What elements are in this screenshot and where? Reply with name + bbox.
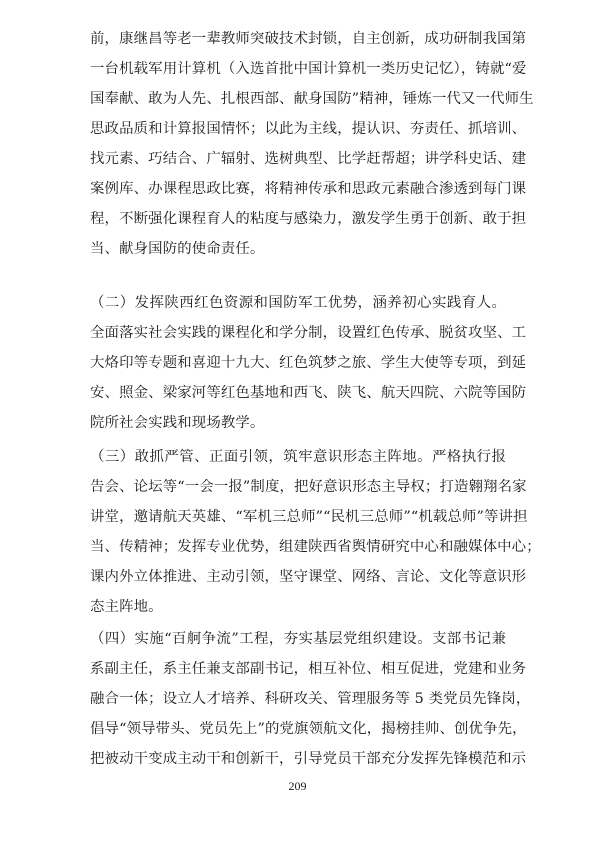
text-line: 融合一体；设立人才培养、科研攻关、管理服务等 5 类党员先锋岗， — [90, 691, 531, 707]
text-line: 一台机载军用计算机（入选首批中国计算机一类历史记忆），铸就“爱 — [90, 61, 527, 77]
section-heading-line: （二）发挥陕西红色资源和国防军工优势，涵养初心实践育人。 — [90, 295, 506, 311]
text-line: 态主阵地。 — [90, 599, 163, 615]
text-line: 当、传精神；发挥专业优势，组建陕西省舆情研究中心和融媒体中心； — [90, 539, 541, 555]
text-line: 国奉献、敢为人先、扎根西部、献身国防”精神，锤炼一代又一代师生 — [90, 91, 534, 107]
text-line: 把被动干变成主动干和创新干，引导党员干部充分发挥先锋模范和示 — [90, 751, 527, 767]
section-heading-line: （四）实施“百舸争流”工程，夯实基层党组织建设。支部书记兼 — [90, 631, 506, 647]
text-line: 课内外立体推进、主动引领，坚守课堂、网络、言论、文化等意识形 — [90, 569, 527, 585]
text-line: 院所社会实践和现场教学。 — [90, 415, 265, 431]
text-line: 全面落实社会实践的课程化和学分制，设置红色传承、脱贫攻坚、工 — [90, 325, 527, 341]
text-line: 系副主任，系主任兼支部副书记，相互补位、相互促进，党建和业务 — [90, 661, 527, 677]
text-line: 讲堂，邀请航天英雄、“军机三总师”“民机三总师”“机载总师”等讲担 — [90, 509, 528, 525]
text-line: 前，康继昌等老一辈教师突破技术封锁，自主创新，成功研制我国第 — [90, 31, 527, 47]
text-line: 安、照金、梁家河等红色基地和西飞、陕飞、航天四院、六院等国防 — [90, 385, 527, 401]
text-line: 倡导“领导带头、党员先上”的党旗领航文化，揭榜挂帅、创优争先， — [90, 721, 527, 737]
text-line: 思政品质和计算报国情怀；以此为主线，提认识、夯责任、抓培训、 — [90, 121, 527, 137]
text-line: 程，不断强化课程育人的粘度与感染力，激发学生勇于创新、敢于担 — [90, 211, 527, 227]
page-number: 209 — [288, 779, 307, 793]
text-line: 告会、论坛等“一会一报”制度，把好意识形态主导权；打造翱翔名家 — [90, 479, 527, 495]
text-line: 大烙印等专题和喜迎十九大、红色筑梦之旅、学生大使等专项，到延 — [90, 355, 527, 371]
text-line: 找元素、巧结合、广辐射、选树典型、比学赶帮超；讲学科史话、建 — [90, 151, 527, 167]
text-line: 案例库、办课程思政比赛，将精神传承和思政元素融合渗透到每门课 — [90, 181, 527, 197]
text-line: 当、献身国防的使命责任。 — [90, 241, 265, 257]
section-heading-line: （三）敢抓严管、正面引领，筑牢意识形态主阵地。严格执行报 — [90, 449, 506, 465]
